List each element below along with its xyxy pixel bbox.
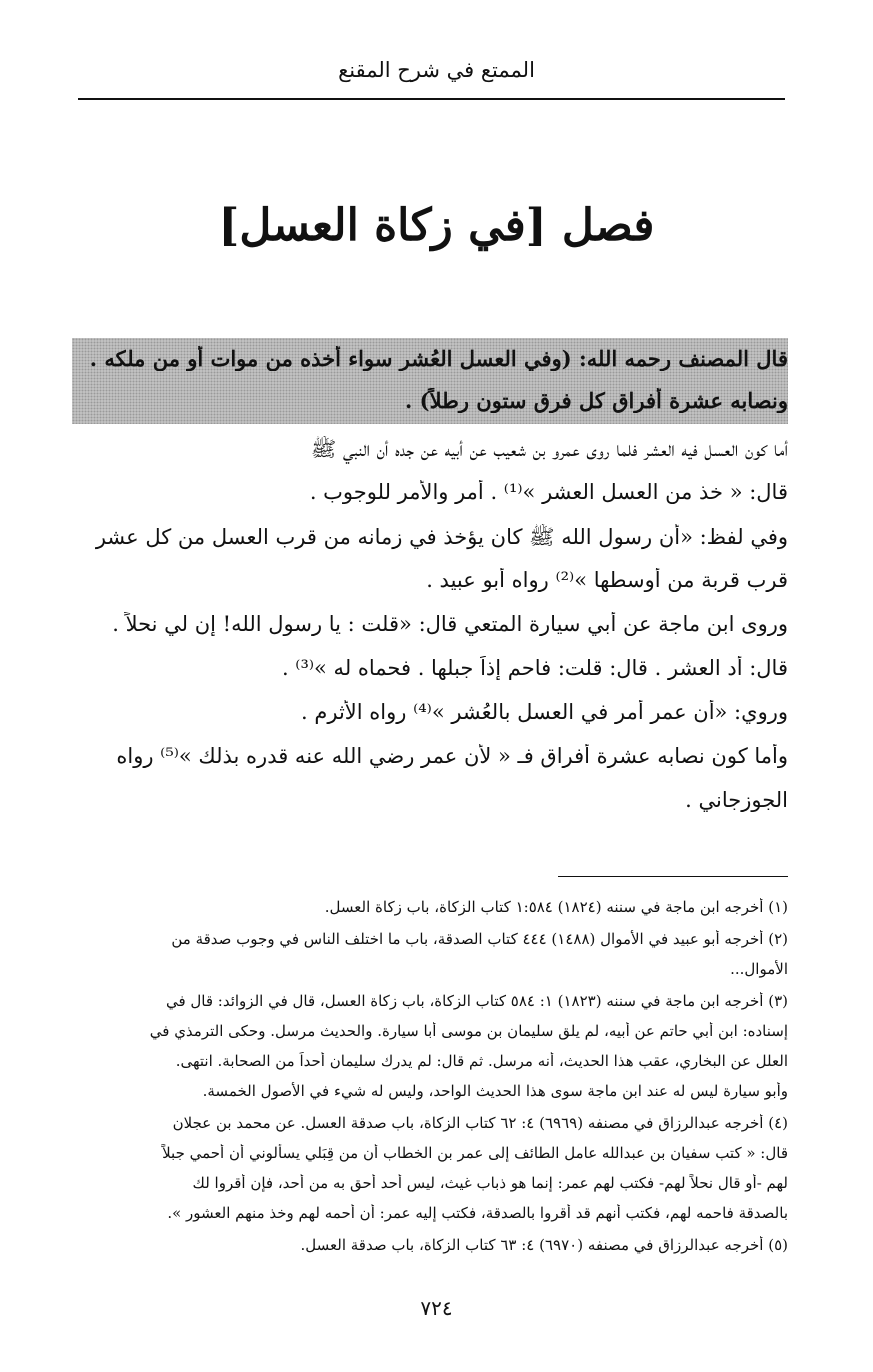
body-line: وروي: «أن عمر أمر في العسل بالعُشر »⁽⁴⁾ رواه الأثرم . <box>301 700 788 724</box>
footnote-line: وأبو سيارة ليس له عند ابن ماجة سوى هذا الحديث الواحد، وليس له شيء في الأصول الخمسة. <box>202 1082 788 1100</box>
footnote-rule <box>558 876 788 877</box>
quote-line-2: ونصابه عشرة أفراق كل فرق ستون رطلاً) . <box>405 388 788 413</box>
footnote-line: الأموال... <box>730 960 788 978</box>
footnote-line: (٥) أخرجه عبدالرزاق في مصنفه (٦٩٧٠) ٤: ٦٣ كتاب الزكاة، باب صدقة العسل. <box>300 1236 788 1254</box>
body-line: الجوزجاني . <box>685 788 788 812</box>
footnote-line: (٢) أخرجه أبو عبيد في الأموال (١٤٨٨) ٤٤٤ كتاب الصدقة، باب ما اختلف الناس في وجوب صدقة من <box>171 930 788 948</box>
body-line: قال: « خذ من العسل العشر »⁽¹⁾ . أمر والأمر للوجوب . <box>309 480 788 504</box>
footnote-line: العلل عن البخاري، عقب هذا الحديث، أنه مرسل. ثم قال: لم يدرك سليمان أحداً من الصحابة. انتهى. <box>175 1052 788 1070</box>
footnote-line: إسناده: ابن أبي حاتم عن أبيه، لم يلق سليمان بن موسى أبا سيارة. والحديث مرسل. وحكى الترمذي في <box>149 1022 788 1040</box>
footnote-line: (٤) أخرجه عبدالرزاق في مصنفه (٦٩٦٩) ٤: ٦٢ كتاب الزكاة، باب صدقة العسل. عن محمد بن عجلان <box>172 1114 788 1132</box>
footnote-line: قال: « كتب سفيان بن عبدالله عامل الطائف إلى عمر بن الخطاب أن من قِبَلي يسألوني أن أحمي جبلاً <box>162 1144 788 1162</box>
body-line: وأما كون نصابه عشرة أفراق فـ « لأن عمر رضي الله عنه قدره بذلك »⁽⁵⁾ رواه <box>116 744 788 768</box>
quote-line-1: قال المصنف رحمه الله: (وفي العسل العُشر سواء أخذه من موات أو من ملكه . <box>89 346 788 371</box>
footnote-line: (١) أخرجه ابن ماجة في سننه (١٨٢٤) ١:٥٨٤ كتاب الزكاة، باب زكاة العسل. <box>324 898 788 916</box>
page-number: ٧٢٤ <box>420 1296 453 1320</box>
body-line: وروى ابن ماجة عن أبي سيارة المتعي قال: «قلت : يا رسول الله! إن لي نحلاً . <box>112 612 788 636</box>
chapter-title: فصل [في زكاة العسل] <box>218 200 655 251</box>
body-line: وفي لفظ: «أن رسول الله ﷺ كان يؤخذ في زمانه من قرب العسل من كل عشر <box>95 525 788 549</box>
body-line: قرب قربة من أوسطها »⁽²⁾ رواه أبو عبيد . <box>426 568 788 592</box>
header-rule <box>78 98 785 100</box>
footnote-line: لهم -أو قال نحلاً لهم- فكتب لهم عمر: إنما هو ذباب غيث، ليس أحد أحق به من أحد، فإن أقروا لك <box>192 1174 788 1192</box>
body-line: أما كون العسل فيه العشر فلما روى عمرو بن شعيب عن أبيه عن جده أن النبي ﷺ <box>310 437 788 461</box>
footnote-line: بالصدقة فاحمه لهم، فكتب أنهم قد أقروا بالصدقة، فكتب إليه عمر: أن أحمه لهم وخذ منهم العشور ». <box>167 1204 788 1222</box>
body-line: قال: أد العشر . قال: قلت: فاحم إذاً جبلها . فحماه له »⁽³⁾ . <box>281 656 788 680</box>
running-title: الممتع في شرح المقنع <box>338 58 535 82</box>
footnote-line: (٣) أخرجه ابن ماجة في سننه (١٨٢٣) ١: ٥٨٤ كتاب الزكاة، باب زكاة العسل، قال في الزوائد: قال في <box>165 992 788 1010</box>
